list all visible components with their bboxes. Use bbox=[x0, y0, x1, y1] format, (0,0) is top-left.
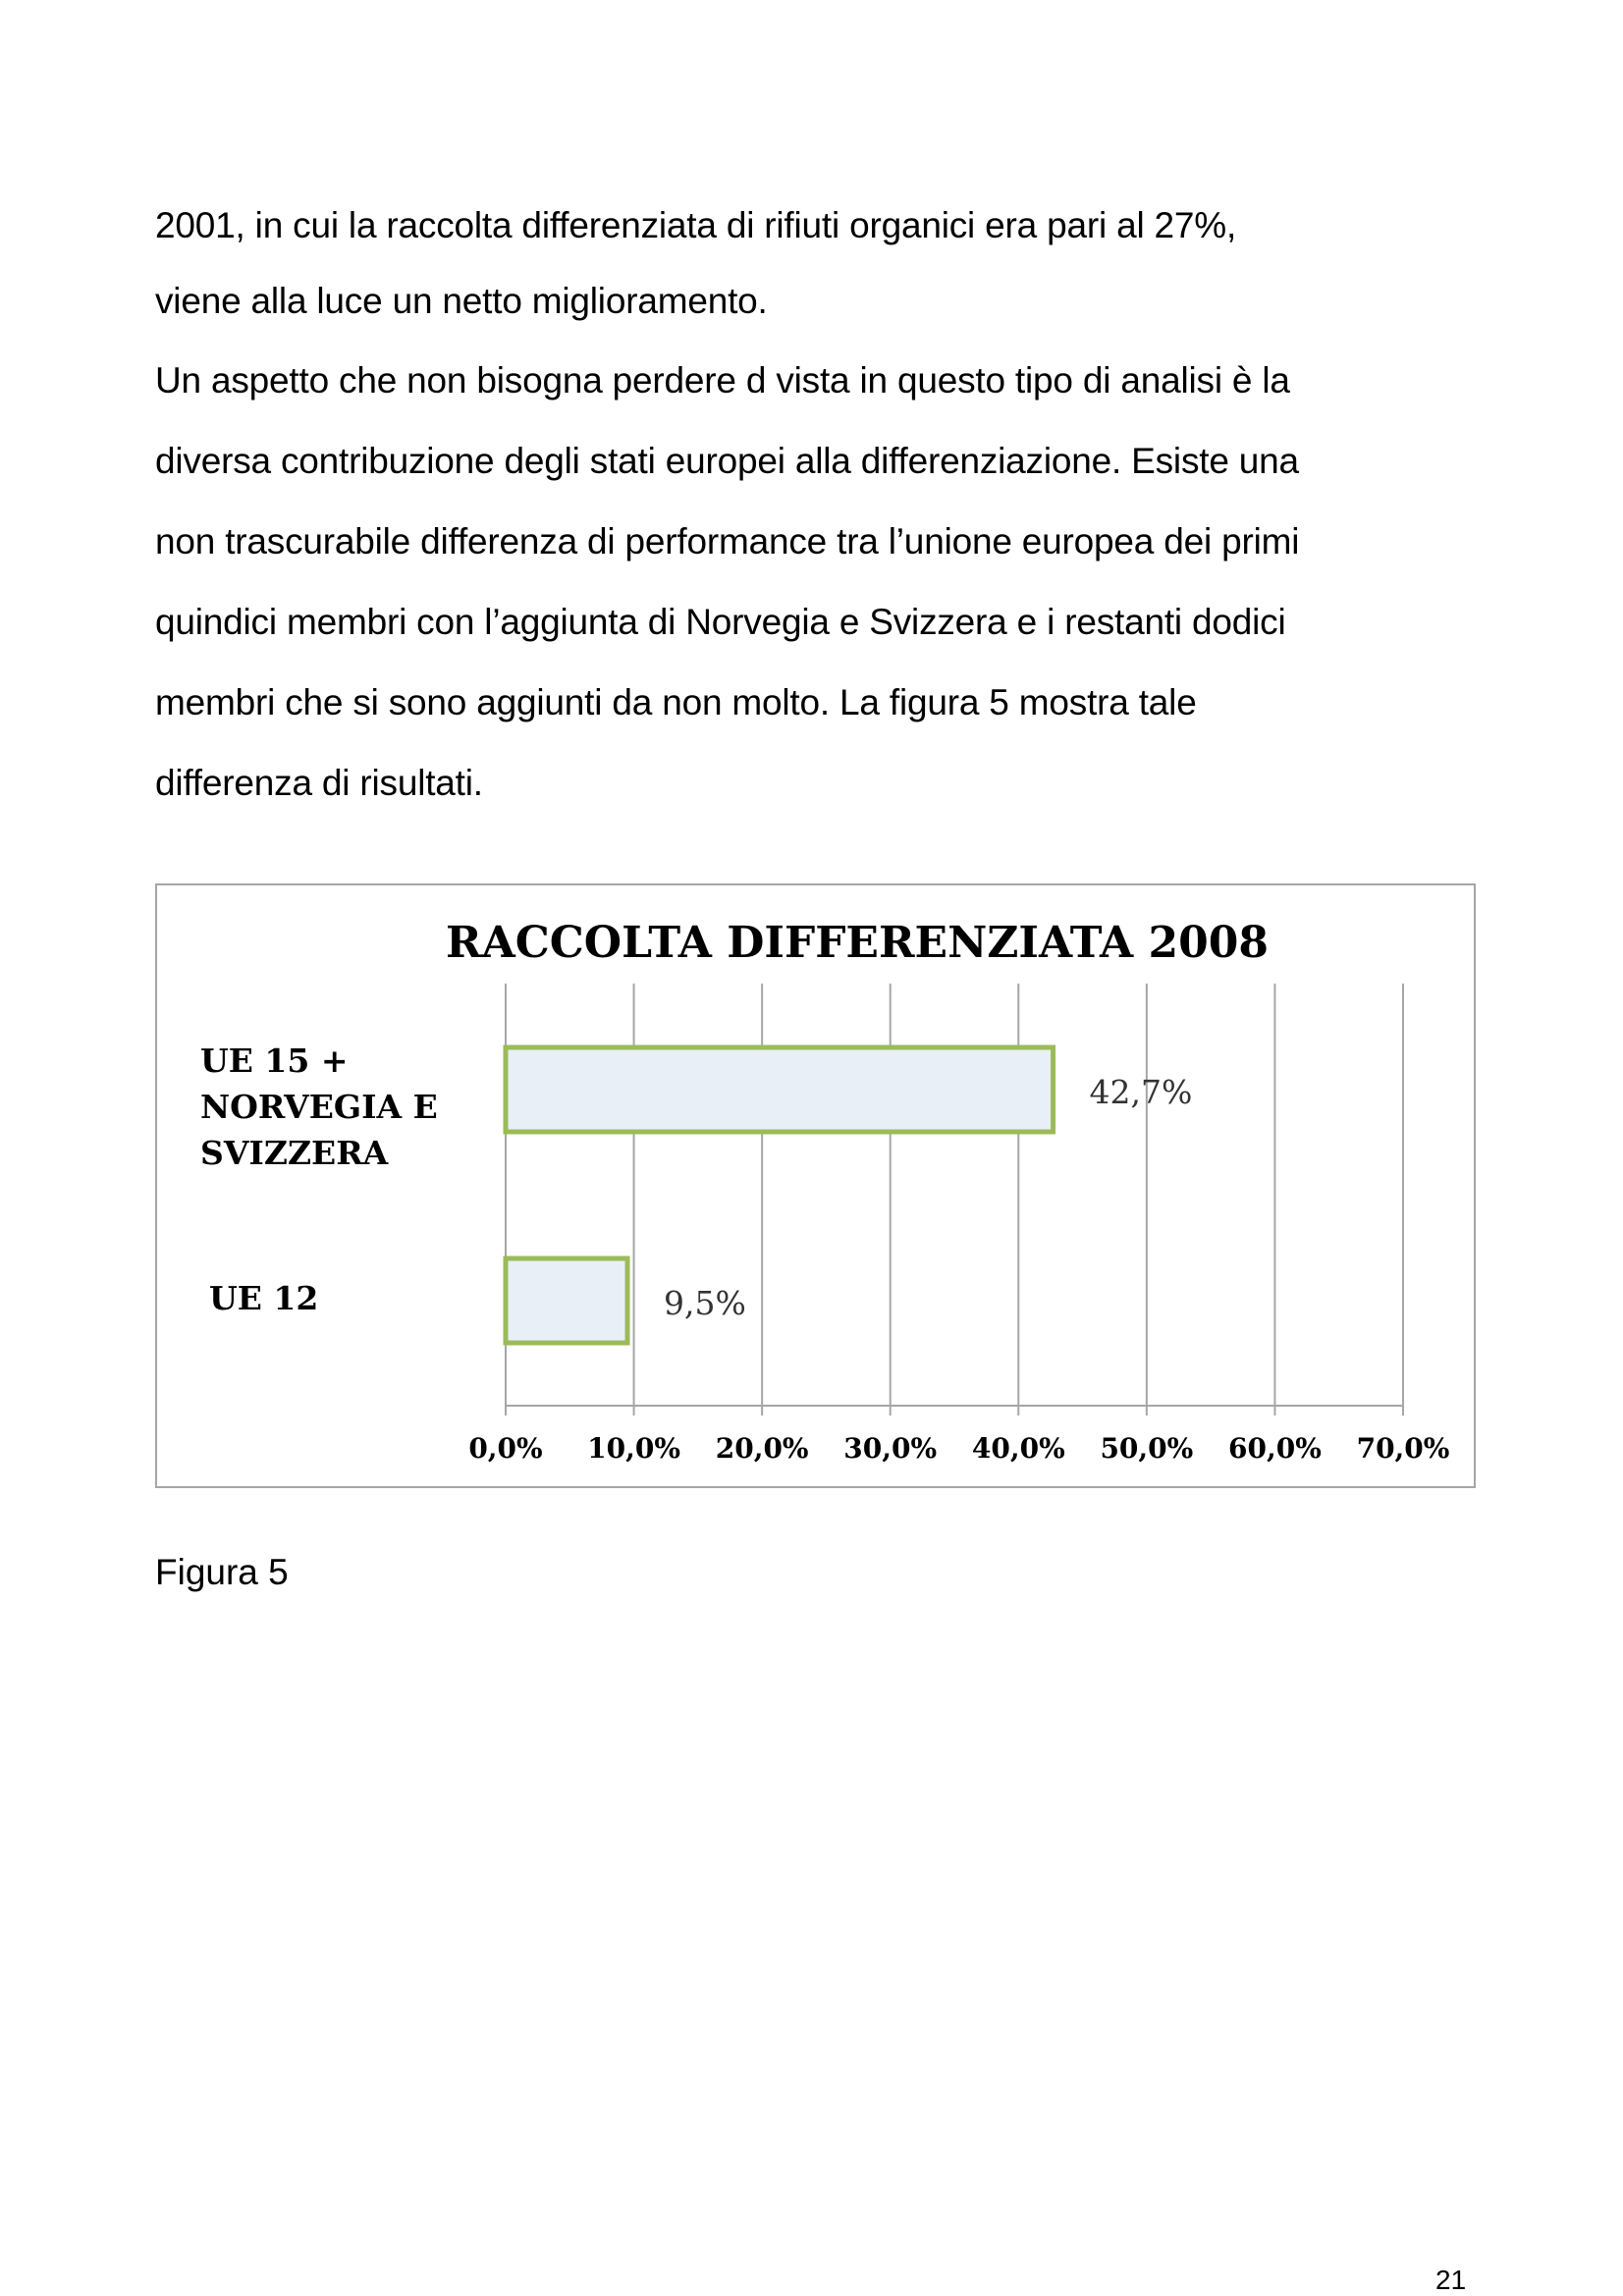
x-tick-label: 50,0% bbox=[1100, 1432, 1194, 1465]
figure-caption: Figura 5 bbox=[155, 1552, 289, 1592]
category-label: UE 12 bbox=[209, 1279, 319, 1317]
chart-category-labels bbox=[200, 1041, 438, 1317]
bar bbox=[506, 1047, 1054, 1132]
paragraph-line: quindici membri con l’aggiunta di Norvegia e Svizzera e i restanti dodici bbox=[155, 602, 1286, 642]
chart-title: RACCOLTA DIFFERENZIATA 2008 bbox=[446, 918, 1269, 968]
chart-x-tick-labels bbox=[468, 1432, 1449, 1465]
x-tick-label: 60,0% bbox=[1228, 1432, 1322, 1465]
x-tick-label: 20,0% bbox=[715, 1432, 809, 1465]
x-tick-label: 30,0% bbox=[843, 1432, 938, 1465]
paragraph-line: differenza di risultati. bbox=[155, 763, 483, 803]
bar bbox=[506, 1258, 627, 1343]
x-tick-label: 40,0% bbox=[971, 1432, 1065, 1465]
category-label: NORVEGIA E bbox=[200, 1088, 438, 1126]
page-number: 21 bbox=[1435, 2265, 1467, 2295]
paragraph-line: viene alla luce un netto miglioramento. bbox=[155, 281, 768, 321]
x-tick-label: 0,0% bbox=[468, 1432, 543, 1465]
paragraph-line: membri che si sono aggiunti da non molto. La figura 5 mostra tale bbox=[155, 682, 1197, 722]
x-tick-label: 70,0% bbox=[1356, 1432, 1450, 1465]
chart-canvas bbox=[157, 885, 1474, 1486]
paragraph-line: Un aspetto che non bisogna perdere d vista in questo tipo di analisi è la bbox=[155, 360, 1290, 400]
chart-bars bbox=[506, 1047, 1192, 1343]
data-label: 42,7% bbox=[1089, 1073, 1193, 1111]
x-tick-label: 10,0% bbox=[587, 1432, 680, 1465]
category-label: UE 15 + bbox=[200, 1041, 349, 1080]
paragraph-line: non trascurabile differenza di performance tra l’unione europea dei primi bbox=[155, 521, 1300, 561]
category-label: SVIZZERA bbox=[200, 1134, 389, 1172]
bar-chart bbox=[155, 883, 1476, 1488]
data-label: 9,5% bbox=[664, 1284, 746, 1322]
paragraph-line: 2001, in cui la raccolta differenziata di rifiuti organici era pari al 27%, bbox=[155, 205, 1237, 245]
paragraph-line: diversa contribuzione degli stati europei alla differenziazione. Esiste una bbox=[155, 441, 1299, 481]
